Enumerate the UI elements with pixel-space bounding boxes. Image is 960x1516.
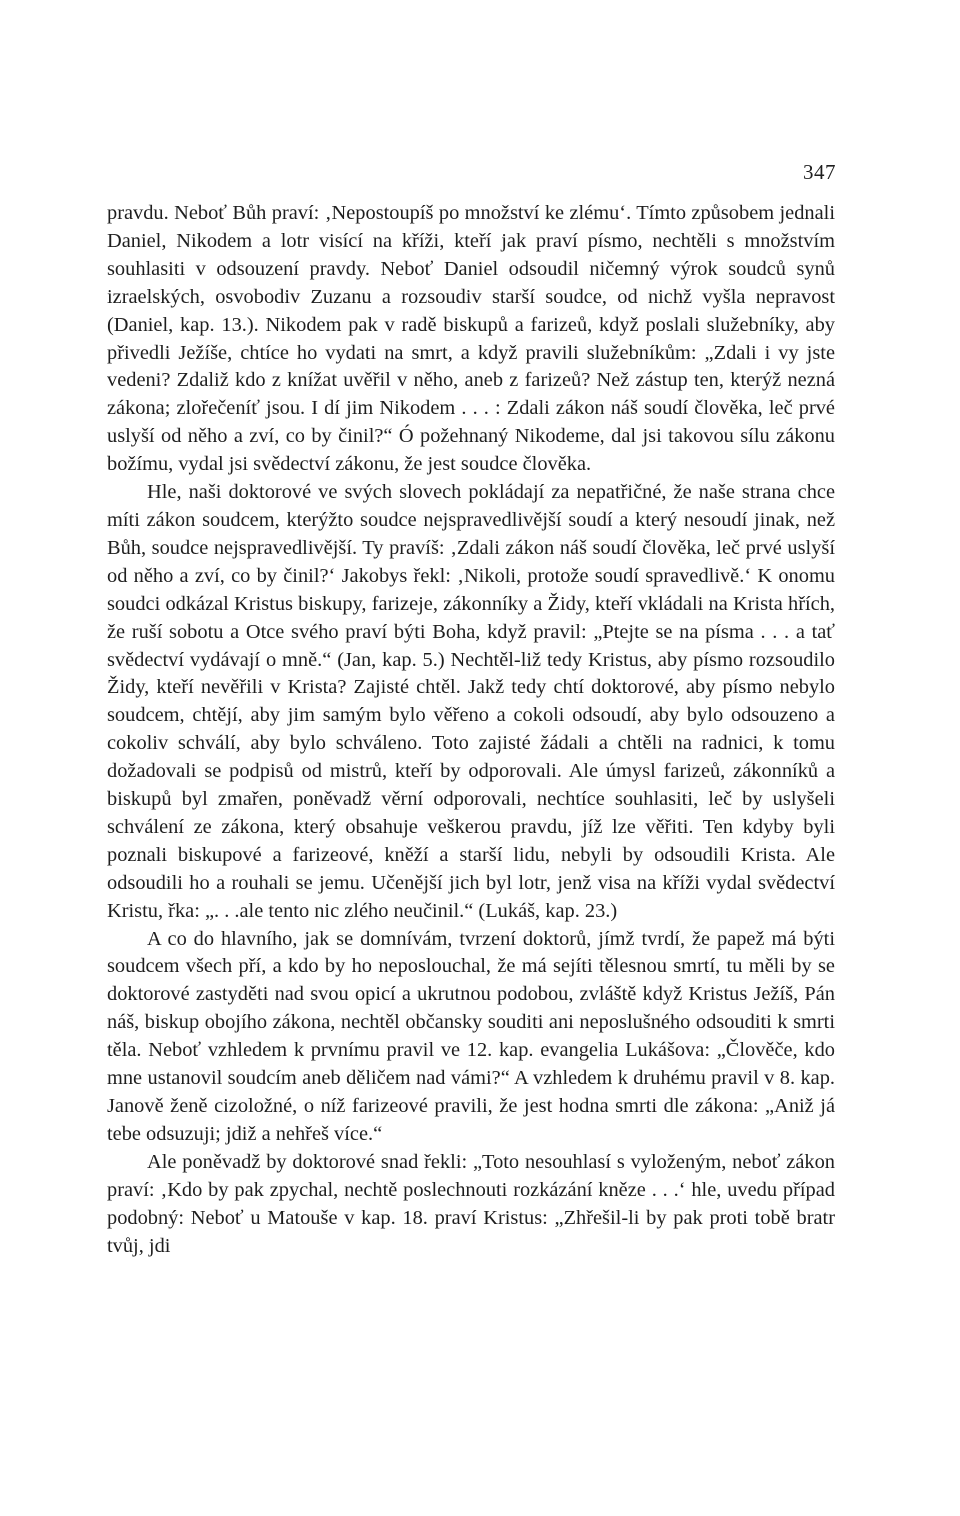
page-number: 347: [803, 160, 836, 184]
page-body: [107, 200, 835, 1260]
paragraph-4: Ale poněvadž by doktorové snad řekli: „Toto nesouhlasí s vyloženým, neboť zákon praví: ‚Kdo by pak zpychal, nechtě poslechnouti rozkázání kněze . . .‘ hle, uvedu případ podobný: Neboť u Matouše v kap. 18. praví Kristus: „Zhřešil-li by pak proti tobě bratr tvůj, jdi: [107, 1150, 835, 1257]
paragraph-2: Hle, naši doktorové ve svých slovech pokládají za nepatřičné, že naše strana chce míti zákon soudcem, kterýžto soudce nejspravedlivější soudí a který nesoudí jinak, než Bůh, soudce nejspravedlivější. Ty pravíš: ‚Zdali zákon náš soudí člověka, leč prvé uslyší od něho a zví, co by činil?‘ Jakobys řekl: ‚Nikoli, protože soudí spravedlivě.‘ K onomu soudci odkázal Kristus biskupy, farizeje, zákonníky a Židy, kteří vkládali na Krista hřích, že ruší sobotu a Otce svého praví býti Boha, když pravil: „Ptejte se na písma . . . a tať svědectví vydávají o mně.“ (Jan, kap. 5.) Nechtěl-liž tedy Kristus, aby písmo rozsoudilo Židy, kteří nevěřili v Krista? Zajisté chtěl. Jakž tedy chtí doktorové, aby písmo nebylo soudcem, chtějí, aby jim samým bylo věřeno a cokoli odsoudí, aby bylo odsouzeno a cokoliv schválí, aby bylo schváleno. Toto zajisté žádali a chtěli na radnici, k tomu dožadovali se podpisů od mistrů, kteří by odporovali. Ale úmysl farizeů, zákonníků a biskupů byl zmařen, poněvadž věrní odporovali, nechtíce souhlasiti, leč by uslyšeli schválení ze zákona, který obsahuje veškerou pravdu, jíž lze věřiti. Ten kdyby byli poznali biskupové a farizeové, kněží a starší lidu, nebyli by odsoudili Krista. Ale odsoudili ho a rouhali se jemu. Učenější jich byl lotr, jenž visa na kříži vydal svědectví Kristu, řka: „. . .ale tento nic zlého neučinil.“ (Lukáš, kap. 23.): [107, 481, 835, 922]
paragraph-3: A co do hlavního, jak se domnívám, tvrzení doktorů, jímž tvrdí, že papež má býti soudcem všech pří, a kdo by ho neposlouchal, že má sejíti tělesnou smrtí, tu měli by se doktorové zastyděti nad svou opicí a ukrutnou podobou, zvláště když Kristus Ježíš, Pán náš, biskup obojího zákona, nechtěl občansky souditi ani neposlušného odsouditi k smrti těla. Neboť vzhledem k prvnímu pravil ve 12. kap. evangelia Lukášova: „Člověče, kdo mne ustanovil soudcím aneb děličem nad vámi?“ A vzhledem k druhému pravil v 8. kap. Janově ženě cizoložné, o níž farizeové pravili, že jest hodna smrti dle zákona: „Aniž já tebe odsuzuji; jdiž a nehřeš více.“: [107, 927, 835, 1145]
paragraph-1: pravdu. Neboť Bůh praví: ‚Nepostoupíš po množství ke zlému‘. Tímto způsobem jednali Daniel, Nikodem a lotr visící na kříži, kteří jak praví písmo, nechtěli s množstvím souhlasiti v odsouzení pravdy. Neboť Daniel odsoudil ničemný výrok soudců synů izraelských, osvobodiv Zuzanu a rozsoudiv starší soudce, od nichž vyšla nepravost (Daniel, kap. 13.). Nikodem pak v radě biskupů a farizeů, když poslali služebníky, aby přivedli Ježíše, chtíce ho vydati na smrt, a když pravili služebníkům: „Zdali i vy jste vedeni? Zdaliž kdo z knížat uvěřil v něho, aneb z farizeů? Než zástup ten, kterýž nezná zákona; zlořečeníť jsou. I dí jim Nikodem . . . : Zdali zákon náš soudí člověka, leč prvé uslyší od něho a zví, co by činil?“ Ó požehnaný Nikodeme, dal jsi takovou sílu zákonu božímu, vydal jsi svědectví zákonu, že jest soudce člověka.: [107, 202, 835, 476]
